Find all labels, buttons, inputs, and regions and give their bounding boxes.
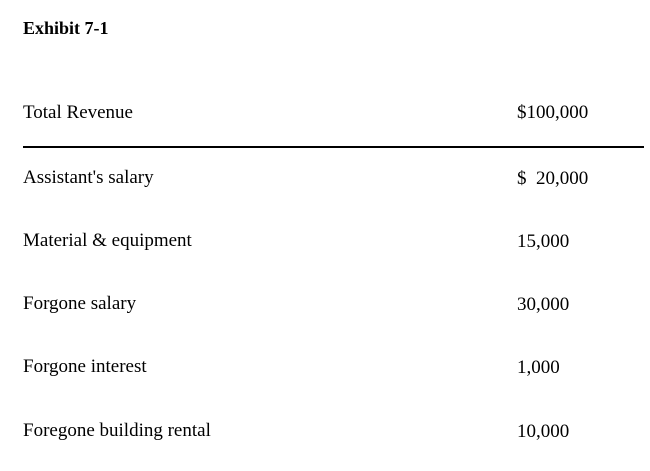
revenue-value: $100,000	[517, 102, 589, 123]
cost-label-material-equipment: Material & equipment	[23, 230, 192, 251]
cost-label-assistant-salary: Assistant's salary	[23, 167, 154, 188]
cost-value-forgone-salary: 30,000	[517, 294, 570, 315]
cost-label-forgone-interest: Forgone interest	[23, 356, 147, 377]
revenue-label: Total Revenue	[23, 102, 133, 123]
revenue-divider	[23, 146, 644, 148]
cost-value-assistant-salary: $ 20,000	[517, 168, 589, 189]
cost-label-foregone-building-rental: Foregone building rental	[23, 420, 211, 441]
cost-value-material-equipment: 15,000	[517, 231, 570, 252]
cost-label-forgone-salary: Forgone salary	[23, 293, 137, 314]
cost-value-foregone-building-rental: 10,000	[517, 421, 570, 442]
exhibit-title: Exhibit 7-1	[23, 18, 109, 38]
cost-value-forgone-interest: 1,000	[517, 357, 560, 378]
